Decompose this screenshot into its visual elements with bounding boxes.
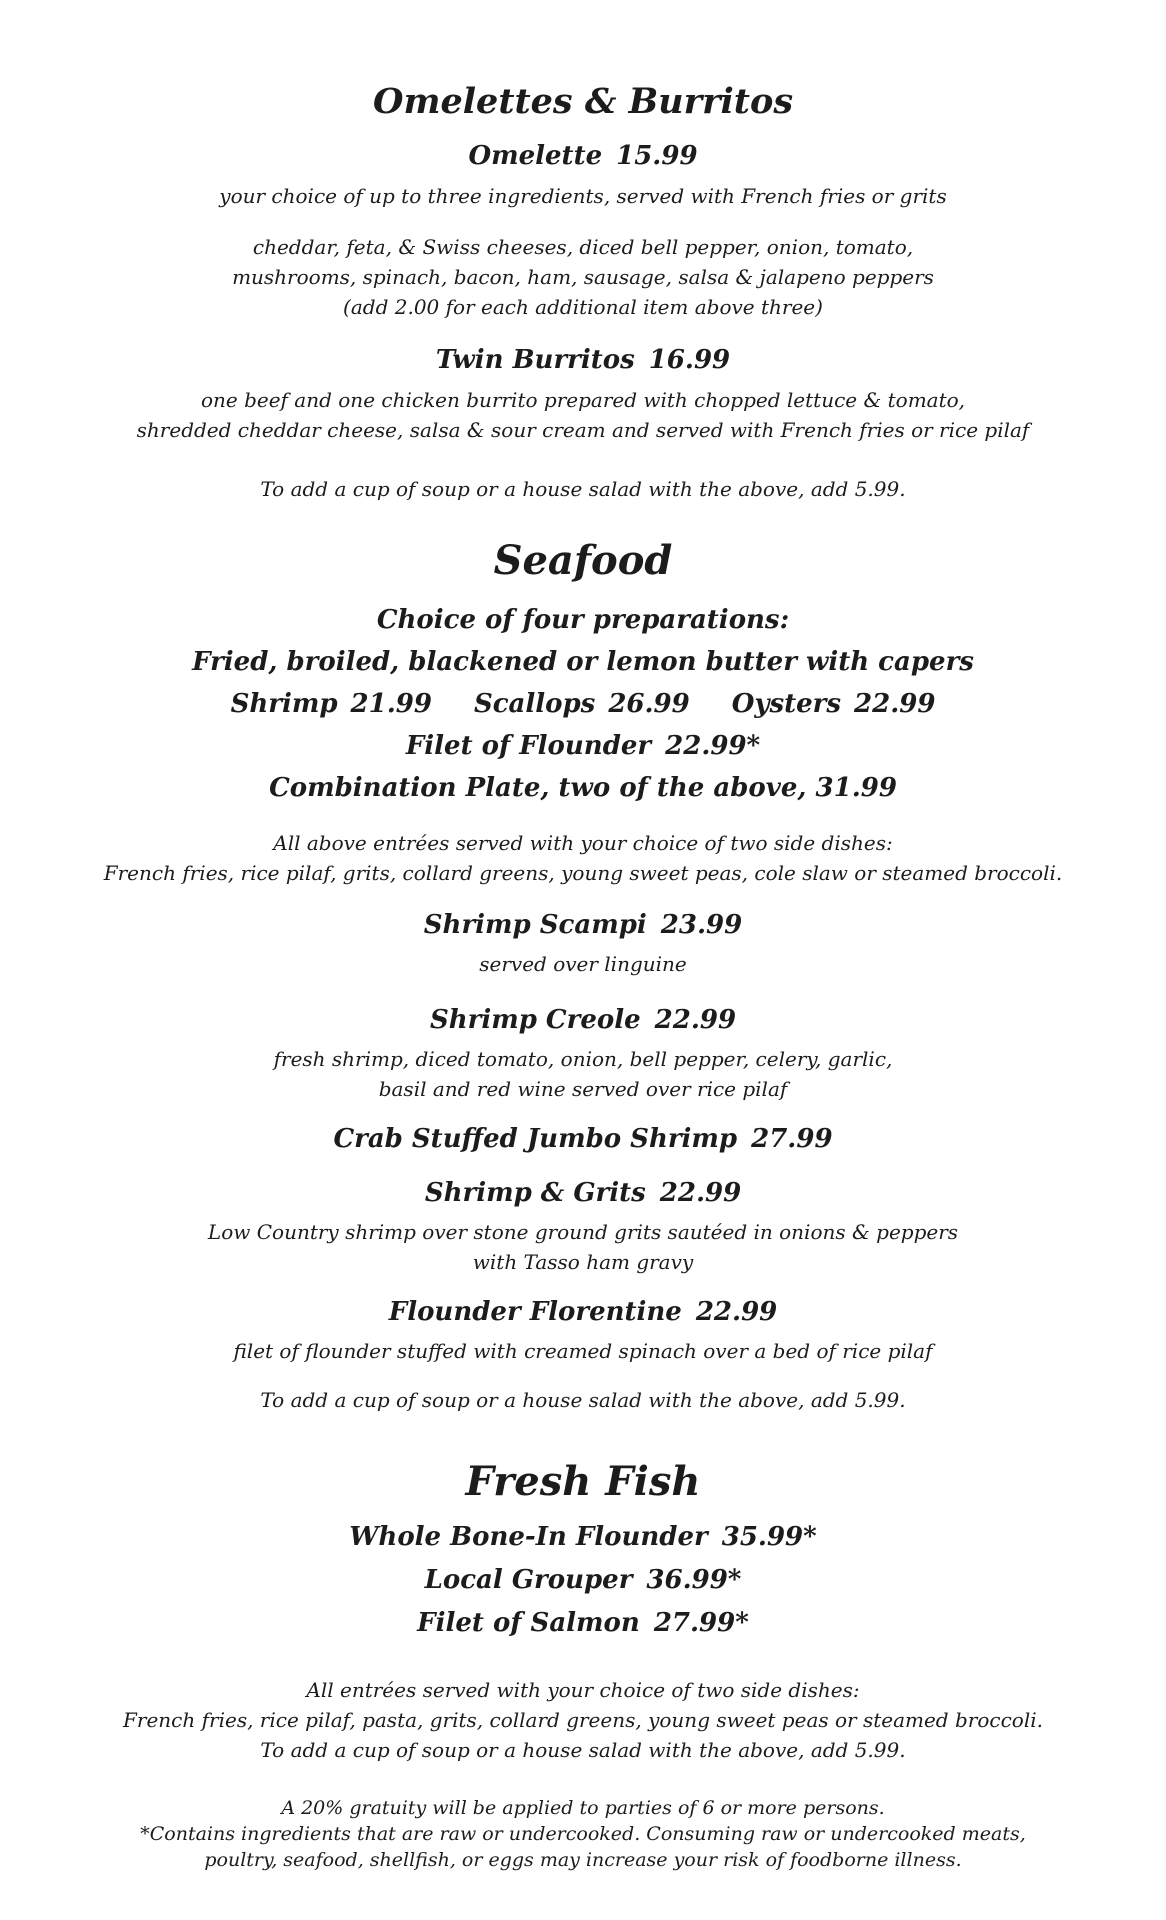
sides-note-line: All entrées served with your choice of two side dishes: xyxy=(306,1677,860,1702)
item-price: 23.99 xyxy=(660,910,743,941)
item-name: Shrimp Scampi xyxy=(423,910,647,941)
sides-note-line: To add a cup of soup or a house salad with the above, add 5.99. xyxy=(260,1737,906,1762)
section-omelettes-burritos xyxy=(0,82,1166,504)
item-description: served over linguine xyxy=(479,952,687,977)
description-line: with Tasso ham gravy xyxy=(472,1250,694,1275)
item-description xyxy=(0,1217,1166,1277)
description-line: shredded cheddar cheese, salsa & sour cream and served with French fries or rice pilaf xyxy=(136,418,1030,443)
item-price: 22.99 xyxy=(854,688,936,719)
item-price: 22.99 xyxy=(654,1005,737,1036)
item-name: Omelette xyxy=(468,141,603,172)
menu-item-shrimp xyxy=(231,690,432,720)
item-price: 22.99* xyxy=(665,730,761,761)
item-description: your choice of up to three ingredients, served with French fries or grits xyxy=(219,184,947,209)
section-title-omelettes-burritos: Omelettes & Burritos xyxy=(372,81,794,122)
preparations-intro: Choice of four preparations: xyxy=(376,605,790,636)
soup-salad-note: To add a cup of soup or a house salad with the above, add 5.99. xyxy=(260,1387,906,1412)
menu-item-combination-plate: Combination Plate, two of the above, 31.99 xyxy=(269,772,897,803)
menu-item-filet-of-salmon xyxy=(0,1609,1166,1639)
description-line: fresh shrimp, diced tomato, onion, bell pepper, celery, garlic, xyxy=(273,1047,893,1072)
menu-item-filet-of-flounder xyxy=(0,732,1166,762)
seafood-preparations xyxy=(0,606,1166,803)
sides-note-line: French fries, rice pilaf, pasta, grits, collard greens, young sweet peas or steamed broccoli. xyxy=(123,1707,1043,1732)
item-price: 27.99 xyxy=(751,1124,833,1155)
menu-item-crab-stuffed-jumbo-shrimp xyxy=(0,1125,1166,1155)
section-fresh-fish xyxy=(0,1459,1166,1765)
item-name: Filet of Flounder xyxy=(405,730,652,761)
preparations-styles: Fried, broiled, blackened or lemon butter with capers xyxy=(192,646,974,677)
item-name: Flounder Florentine xyxy=(388,1297,682,1328)
item-price: 15.99 xyxy=(616,141,698,172)
item-name: Whole Bone-In Flounder xyxy=(349,1521,708,1552)
item-name-price-line xyxy=(0,142,1166,172)
item-price: 35.99* xyxy=(721,1521,817,1552)
seafood-sides-note xyxy=(0,828,1166,888)
menu-footer xyxy=(0,1795,1166,1873)
seafood-options-row xyxy=(0,690,1166,720)
item-name-price-line xyxy=(0,1006,1166,1036)
omelette-ingredients xyxy=(0,232,1166,322)
menu-item-flounder-florentine xyxy=(0,1298,1166,1366)
item-name: Oysters xyxy=(731,688,842,719)
menu-item-oysters xyxy=(732,690,936,720)
menu-item-scallops xyxy=(474,690,690,720)
disclaimer-line: poultry, seafood, shellfish, or eggs may increase your risk of foodborne illness. xyxy=(204,1848,962,1871)
item-name: Crab Stuffed Jumbo Shrimp xyxy=(333,1124,738,1155)
item-price: 16.99 xyxy=(648,345,731,376)
item-name: Filet of Salmon xyxy=(417,1607,640,1638)
description-line: Low Country shrimp over stone ground grits sautéed in onions & peppers xyxy=(207,1220,959,1245)
item-name-price-line xyxy=(0,911,1166,941)
ingredients-line: mushrooms, spinach, bacon, ham, sausage, salsa & jalapeno peppers xyxy=(232,265,934,290)
soup-salad-note: To add a cup of soup or a house salad with the above, add 5.99. xyxy=(260,477,906,502)
sides-note-line: French fries, rice pilaf, grits, collard greens, young sweet peas, cole slaw or steamed broccoli. xyxy=(103,861,1063,886)
section-title-seafood: Seafood xyxy=(493,537,673,585)
item-price: 22.99 xyxy=(659,1178,742,1209)
fresh-fish-items xyxy=(0,1523,1166,1639)
description-line: one beef and one chicken burrito prepared with chopped lettuce & tomato, xyxy=(200,388,966,413)
menu-item-shrimp-scampi xyxy=(0,911,1166,979)
menu-item-shrimp-and-grits xyxy=(0,1179,1166,1277)
item-name-price-line xyxy=(0,1298,1166,1328)
sides-note-line: All above entrées served with your choice of two side dishes: xyxy=(273,831,893,856)
item-name: Scallops xyxy=(473,688,596,719)
ingredients-line: cheddar, feta, & Swiss cheeses, diced bell pepper, onion, tomato, xyxy=(252,235,914,260)
menu-item-shrimp-creole xyxy=(0,1006,1166,1104)
item-price: 22.99 xyxy=(695,1297,778,1328)
menu-item-twin-burritos xyxy=(0,346,1166,445)
gratuity-note: A 20% gratuity will be applied to parties of 6 or more persons. xyxy=(281,1796,885,1819)
disclaimer-line: *Contains ingredients that are raw or undercooked. Consuming raw or undercooked meats, xyxy=(140,1822,1026,1845)
item-name: Twin Burritos xyxy=(435,345,635,376)
item-name-price-line xyxy=(0,346,1166,376)
item-name: Shrimp xyxy=(230,688,338,719)
fresh-fish-sides-note xyxy=(0,1675,1166,1765)
item-name-price-line xyxy=(0,1179,1166,1209)
item-name: Shrimp & Grits xyxy=(424,1178,646,1209)
item-price: 27.99* xyxy=(653,1607,749,1638)
ingredients-line: (add 2.00 for each additional item above three) xyxy=(343,295,823,320)
item-price: 26.99 xyxy=(608,688,690,719)
menu-item-whole-bone-in-flounder xyxy=(0,1523,1166,1553)
item-description: filet of flounder stuffed with creamed spinach over a bed of rice pilaf xyxy=(233,1338,933,1363)
menu-item-local-grouper xyxy=(0,1566,1166,1596)
item-name: Local Grouper xyxy=(424,1564,633,1595)
menu-item-omelette xyxy=(0,142,1166,322)
item-description xyxy=(0,385,1166,445)
item-name: Shrimp Creole xyxy=(429,1005,641,1036)
section-title-fresh-fish: Fresh Fish xyxy=(465,1457,701,1505)
description-line: basil and red wine served over rice pilaf xyxy=(378,1077,788,1102)
section-seafood xyxy=(0,538,1166,1415)
item-price: 21.99 xyxy=(350,688,432,719)
item-description xyxy=(0,1044,1166,1104)
item-price: 36.99* xyxy=(646,1564,742,1595)
